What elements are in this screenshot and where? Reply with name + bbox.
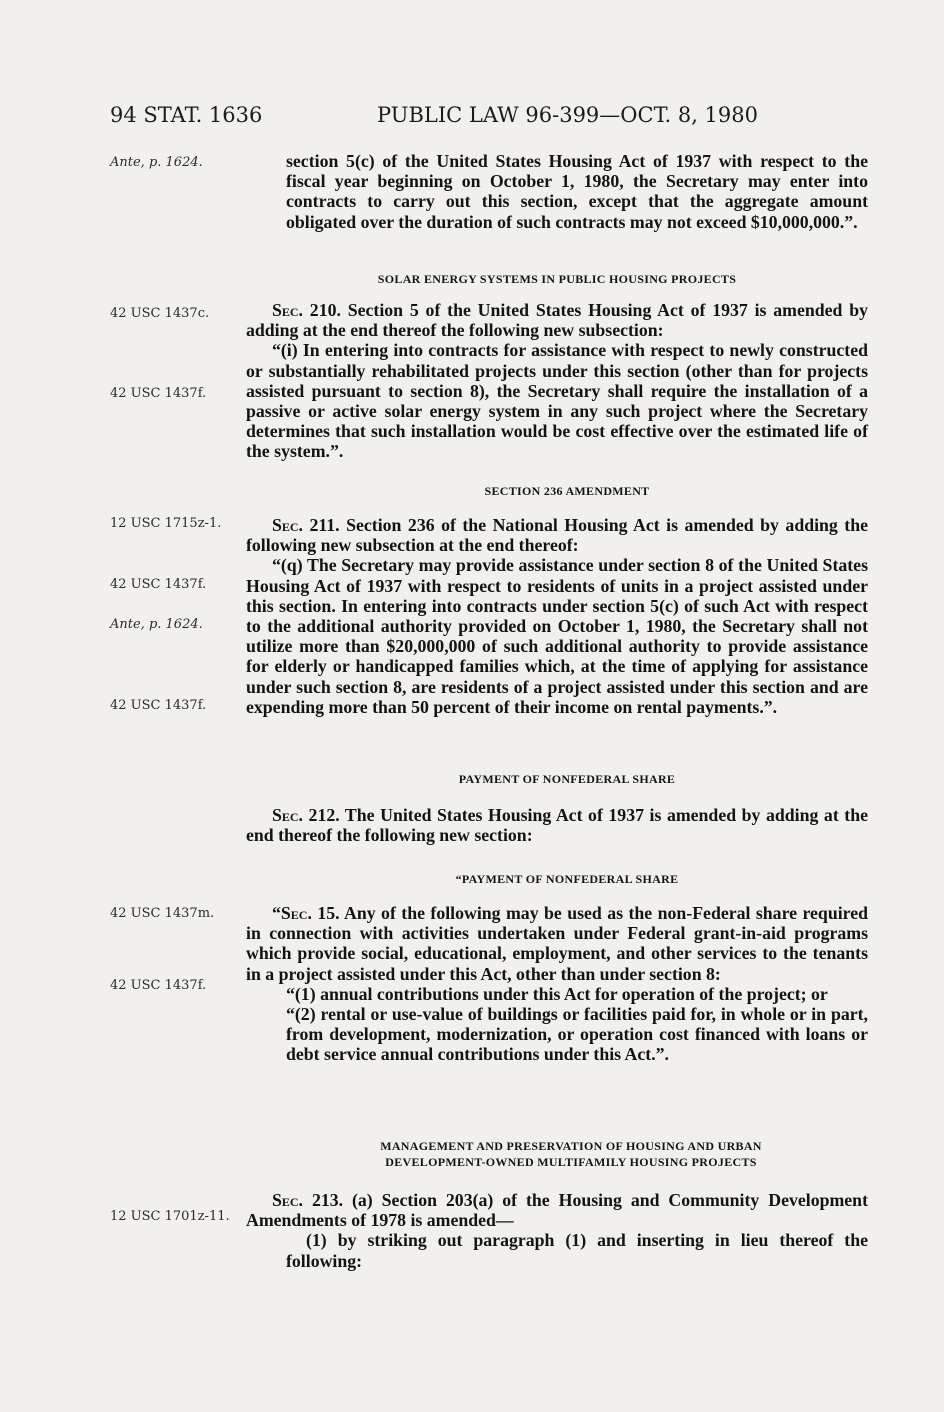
margin-note-ante: Ante, p. 1624.: [110, 155, 203, 170]
margin-note-usc: 42 USC 1437f.: [110, 978, 207, 993]
paragraph: (1) by striking out paragraph (1) and inserting in lieu thereof the following:: [286, 1230, 868, 1271]
paragraph-text: Section 5 of the United States Housing Act of 1937 is amended by adding at the end thereof the following new subsection:: [246, 300, 868, 341]
paragraph: section 5(c) of the United States Housing Act of 1937 with respect to the fiscal year beginning on October 1, 1980, the Secretary may enter into contracts to carry out this section, except that the aggregate amount obligated over the duration of such contracts may not exceed $10,000,000.”.: [286, 151, 868, 232]
section-heading: [326, 1138, 816, 1170]
section-label: Sec. 213.: [272, 1190, 344, 1210]
margin-note-usc: 12 USC 1715z-1.: [110, 516, 222, 531]
public-law-header: PUBLIC LAW 96-399—OCT. 8, 1980: [377, 103, 759, 127]
section-heading: SOLAR ENERGY SYSTEMS IN PUBLIC HOUSING PROJECTS: [377, 272, 737, 286]
paragraph: [246, 300, 868, 340]
margin-note-usc: 42 USC 1437f.: [110, 577, 207, 592]
paragraph-text: (a) Section 203(a) of the Housing and Community Development Amendments of 1978 is amended—: [246, 1190, 868, 1231]
stat-page-number: 94 STAT. 1636: [110, 103, 263, 127]
heading-line: MANAGEMENT AND PRESERVATION OF HOUSING AND URBAN: [380, 1139, 762, 1153]
intro-paragraph: [286, 151, 868, 232]
section-213: [246, 1190, 868, 1271]
paragraph: “(i) In entering into contracts for assistance with respect to newly constructed or substantially rehabilitated projects under this section (other than for projects assisted pursuant to section 8), the Secretary shall require the installation of a passive or active solar energy system in any such project where the Secretary determines that such installation would be cost effective over the estimated life of the system.”.: [246, 340, 868, 462]
paragraph-text: Section 236 of the National Housing Act is amended by adding the following new subsection at the end thereof:: [246, 515, 869, 556]
section-label: Sec. 211.: [272, 515, 340, 535]
margin-note-usc: 42 USC 1437m.: [110, 906, 215, 921]
section-label: Sec. 210.: [272, 300, 341, 320]
paragraph: “(2) rental or use-value of buildings or facilities paid for, in whole or in part, from development, modernization, or operation cost financed with loans or debt service annual contributions under this Act.”.: [286, 1004, 868, 1065]
section-212: [246, 805, 868, 845]
section-211: [246, 515, 868, 717]
section-label: “Sec. 15.: [272, 903, 340, 923]
section-label: Sec. 212.: [272, 805, 340, 825]
margin-note-usc: 12 USC 1701z-11.: [110, 1209, 230, 1224]
paragraph: “(1) annual contributions under this Act for operation of the project; or: [286, 983, 828, 1004]
margin-note-ante: Ante, p. 1624.: [110, 617, 203, 632]
paragraph: [246, 1190, 868, 1230]
paragraph: [246, 515, 868, 555]
paragraph-text: The United States Housing Act of 1937 is amended by adding at the end thereof the following new section:: [246, 805, 868, 846]
section-heading: PAYMENT OF NONFEDERAL SHARE: [458, 772, 676, 786]
heading-line: DEVELOPMENT-OWNED MULTIFAMILY HOUSING PROJECTS: [385, 1155, 757, 1169]
paragraph-text: Any of the following may be used as the non-Federal share required in connection with activities undertaken under Federal grant-in-aid programs which provide social, educational, employment, and other services to the tenants in a project assisted under this Act, other than under section 8:: [246, 903, 868, 984]
paragraph: [246, 903, 868, 984]
margin-note-usc: 42 USC 1437c.: [110, 306, 210, 321]
paragraph: “(q) The Secretary may provide assistance under section 8 of the United States Housing Act of 1937 with respect to residents of units in a project assisted under this section. In entering into contracts under section 5(c) of such Act with respect to the additional authority provided on October 1, 1980, the Secretary shall not utilize more than $20,000,000 of such additional authority to provide assistance for elderly or handicapped families which, at the time of applying for assistance under such section 8, are residents of a project assisted under this section and are expending more than 50 percent of their income on rental payments.”.: [246, 555, 868, 717]
margin-note-usc: 42 USC 1437f.: [110, 698, 207, 713]
section-210: [246, 300, 868, 462]
paragraph: [246, 805, 868, 845]
section-heading: “PAYMENT OF NONFEDERAL SHARE: [455, 872, 679, 886]
section-heading: SECTION 236 AMENDMENT: [484, 484, 650, 498]
section-15: [246, 903, 868, 1065]
margin-note-usc: 42 USC 1437f.: [110, 386, 207, 401]
